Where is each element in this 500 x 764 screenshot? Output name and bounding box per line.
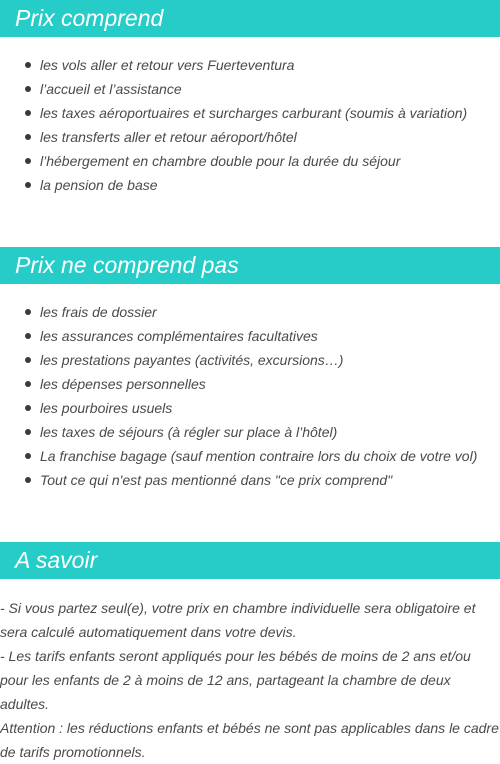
bullet-icon xyxy=(25,62,31,68)
bullet-icon xyxy=(25,453,31,459)
list-item: les dépenses personnelles xyxy=(0,372,500,396)
list-item: les taxes de séjours (à régler sur place à l’hôtel) xyxy=(0,420,500,444)
section-title-prix-ne-comprend-pas: Prix ne comprend pas xyxy=(0,247,500,284)
list-item: les pourboires usuels xyxy=(0,396,500,420)
list-item: la pension de base xyxy=(0,173,500,197)
info-paragraph: Attention : les réductions enfants et bébés ne sont pas applicables dans le cadre de tarifs promotionnels. xyxy=(0,720,499,760)
included-list xyxy=(0,53,500,197)
excluded-list xyxy=(0,300,500,492)
info-paragraph: - Les tarifs enfants seront appliqués pour les bébés de moins de 2 ans et/ou pour les enfants de 2 à moins de 12 ans, partageant la chambre de deux adultes. xyxy=(0,648,471,712)
section-title-prix-comprend: Prix comprend xyxy=(0,0,500,37)
section-title-a-savoir: A savoir xyxy=(0,542,500,579)
bullet-icon xyxy=(25,477,31,483)
list-item: l’hébergement en chambre double pour la durée du séjour xyxy=(0,149,500,173)
bullet-icon xyxy=(25,309,31,315)
list-item: les transferts aller et retour aéroport/hôtel xyxy=(0,125,500,149)
bullet-icon xyxy=(25,405,31,411)
bullet-icon xyxy=(25,182,31,188)
list-item: La franchise bagage (sauf mention contraire lors du choix de votre vol) xyxy=(0,444,500,468)
list-item: l’accueil et l’assistance xyxy=(0,77,500,101)
bullet-icon xyxy=(25,158,31,164)
list-item: les assurances complémentaires facultatives xyxy=(0,324,500,348)
bullet-icon xyxy=(25,86,31,92)
bullet-icon xyxy=(25,110,31,116)
list-item: les frais de dossier xyxy=(0,300,500,324)
bullet-icon xyxy=(25,381,31,387)
list-item: Tout ce qui n'est pas mentionné dans "ce prix comprend" xyxy=(0,468,500,492)
info-text-block xyxy=(0,596,500,764)
bullet-icon xyxy=(25,134,31,140)
list-item: les prestations payantes (activités, excursions…) xyxy=(0,348,500,372)
bullet-icon xyxy=(25,357,31,363)
list-item: les vols aller et retour vers Fuerteventura xyxy=(0,53,500,77)
bullet-icon xyxy=(25,429,31,435)
list-item: les taxes aéroportuaires et surcharges carburant (soumis à variation) xyxy=(0,101,500,125)
bullet-icon xyxy=(25,333,31,339)
info-paragraph: - Si vous partez seul(e), votre prix en chambre individuelle sera obligatoire et sera calculé automatiquement dans votre devis. xyxy=(0,600,476,640)
